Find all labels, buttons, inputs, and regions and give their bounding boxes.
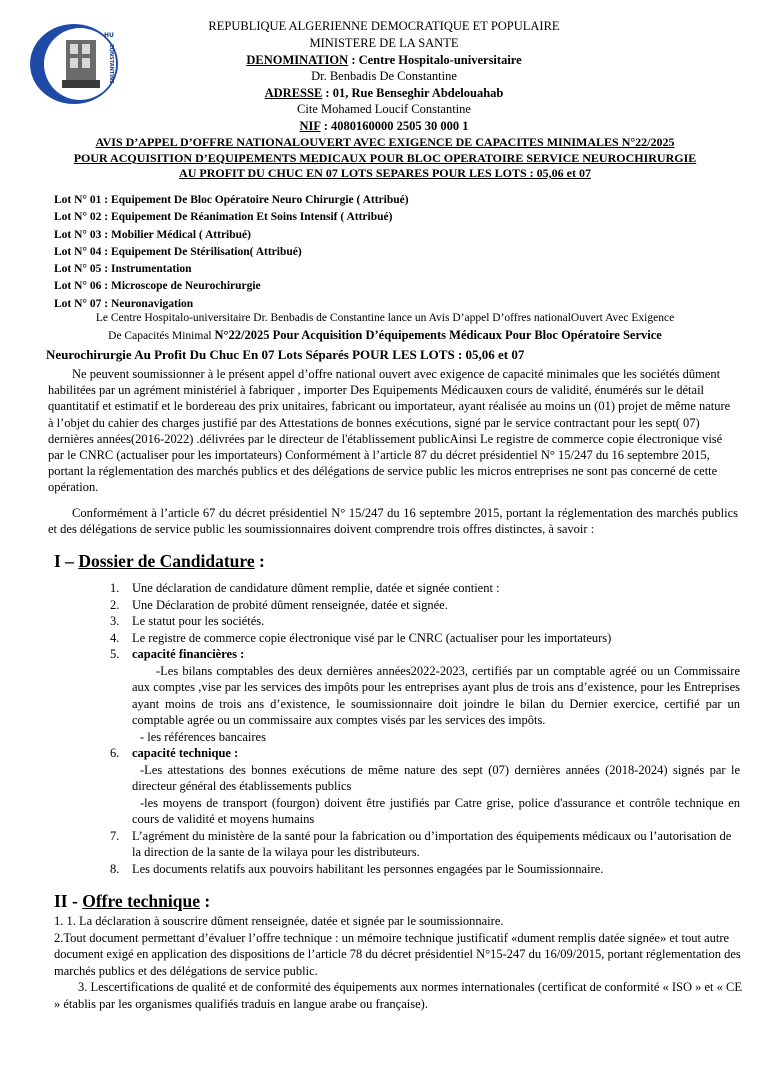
intro-line-1: Le Centre Hospitalo-universitaire Dr. Benbadis de Constantine lance un Avis D’appel D’offres nationalOuvert Avec Exigence <box>95 312 675 324</box>
capacite-technique-title: capacité technique : <box>132 746 239 760</box>
item-number: 8. <box>110 861 120 876</box>
avis-line-3: AU PROFIT DU CHUC EN 07 LOTS SEPARES POUR LES LOTS : 05,06 et 07 <box>179 166 591 180</box>
dossier-item-2 <box>110 597 740 614</box>
lot-item: Lot N° 07 : Neuronavigation <box>54 297 194 310</box>
dossier-item-4 <box>110 630 740 647</box>
item-text: Les documents relatifs aux pouvoirs habilitant les personnes engagées par le Soumissionnaire. <box>132 861 604 876</box>
references-bancaires-text: - les références bancaires <box>140 729 266 744</box>
lot-item: Lot N° 04 : Equipement De Stérilisation( Attribué) <box>54 245 302 258</box>
item-number: 7. <box>110 828 120 843</box>
avis-line-1: AVIS D’APPEL D’OFFRE NATIONALOUVERT AVEC EXIGENCE DE CAPACITES MINIMALES N°22/2025 <box>95 135 675 149</box>
item-number: 2. <box>110 597 120 612</box>
item-number: 4. <box>110 630 120 645</box>
dossier-item-6 <box>110 745 740 828</box>
item-number: 1. <box>110 581 120 595</box>
capacite-financieres-title: capacité financières : <box>132 647 245 661</box>
avis-line-2: POUR ACQUISITION D’EQUIPEMENTS MEDICAUX POUR BLOC OPERATOIRE SERVICE NEUROCHIRURGIE <box>73 150 697 165</box>
header-denomination-line2: Dr. Benbadis De Constantine <box>311 69 457 83</box>
lot-item: Lot N° 02 : Equipement De Réanimation Et Soins Intensif ( Attribué) <box>54 211 393 224</box>
dossier-item-3 <box>110 613 740 630</box>
header-denomination <box>30 53 738 68</box>
intro-line-2 <box>40 327 730 345</box>
intro-line-2-plain: De Capacités Minimal <box>108 330 215 342</box>
intro-text <box>40 310 730 345</box>
section-1-suffix: : <box>254 551 265 571</box>
lot-item: Lot N° 05 : Instrumentation <box>54 263 192 276</box>
lot-item: Lot N° 06 : Microscope de Neurochirurgie <box>54 280 261 293</box>
item-text: Le statut pour les sociétés. <box>132 614 265 628</box>
nif-value: : 4080160000 2505 30 000 1 <box>320 119 469 133</box>
section-dossier-candidature <box>54 551 265 572</box>
dossier-list <box>110 580 740 877</box>
header-ministere: MINISTERE DE LA SANTE <box>309 36 459 50</box>
section-1-prefix: I – <box>54 551 79 571</box>
dossier-item-8 <box>110 861 740 878</box>
lot-item: Lot N° 01 : Equipement De Bloc Opératoire Neuro Chirurgie ( Attribué) <box>54 194 409 206</box>
lots-list <box>54 192 409 313</box>
section-2-suffix: : <box>200 891 211 911</box>
header-adresse <box>30 86 738 101</box>
offre-item-3: 3. Lescertifications de qualité et de conformité des équipements aux normes internationales (certificat de conformité « ISO » et « CE » établis par les organismes qualifiés traduis en langue arabe ou française). <box>54 980 743 1011</box>
dossier-item-1 <box>110 580 740 597</box>
denomination-value: : Centre Hospitalo-universitaire <box>348 53 522 67</box>
dossier-item-5 <box>110 646 740 745</box>
item-text: L’agrément du ministère de la santé pour la fabrication ou d’importation des équipements médicaux ou l’autorisation de la direction de la sante de la wilaya pour les distributeurs. <box>132 828 732 859</box>
dossier-item-7 <box>110 828 740 861</box>
section-2-title: Offre technique <box>82 891 200 911</box>
attestations-text: -Les attestations des bonnes exécutions de même nature des sept (07) dernières années (2018-2024) signés par le directeur général des établissements publics <box>132 762 740 793</box>
offre-list <box>54 913 744 1012</box>
nif-label: NIF <box>299 119 321 133</box>
offre-item-1: 1. 1. La déclaration à souscrire dûment renseignée, datée et signée par le soumissionnaire. <box>54 914 504 928</box>
intro-line-2-bold: N°22/2025 Pour Acquisition D’équipements Médicaux Pour Bloc Opératoire Service <box>214 328 662 342</box>
adresse-label: ADRESSE <box>264 86 323 100</box>
moyens-transport-text: -les moyens de transport (fourgon) doivent être justifiés par Catre grise, police d'assurance et contrôle technique en cours de validité et moyens humains <box>132 795 740 826</box>
item-text: Une déclaration de candidature dûment remplie, datée et signée contient : <box>132 581 500 595</box>
denomination-label: DENOMINATION <box>246 53 349 67</box>
section-1-title: Dossier de Candidature <box>78 551 255 571</box>
avis-title <box>20 135 750 182</box>
offres-paragraph: Conformément à l’article 67 du décret présidentiel N° 15/247 du 16 septembre 2015, portant la réglementation des marchés publics et des délégations de service public les soumissionnaires doivent comprendre trois offres distinctes, à savoir : <box>48 506 738 537</box>
lot-item: Lot N° 03 : Mobilier Médical ( Attribué) <box>54 228 251 241</box>
header-adresse-line2: Cite Mohamed Loucif Constantine <box>297 102 471 116</box>
item-text: Le registre de commerce copie électronique visé par le CNRC (actualiser pour les importateurs) <box>132 630 612 645</box>
section-offre-technique <box>54 891 210 912</box>
bilans-comptables-text: -Les bilans comptables des deux dernières années2022-2023, certifiés par un comptable agréé ou un Commissaire aux comptes ,vise par les services des impôts pour les entreprises ayant plus de trois ans d’existence, pour les Entreprises ayant moins de trois ans d’existence, le soumissionnaire doit joindre le bilan du Dernier exercice, certifié par un comptable agrée ou un commissaire aux comptes visés par les services des impôts. <box>132 663 740 727</box>
item-number: 5. <box>110 647 120 661</box>
item-number: 6. <box>110 746 120 760</box>
header-republique: REPUBLIQUE ALGERIENNE DEMOCRATIQUE ET POPULAIRE <box>208 19 560 33</box>
intro-line-3: Neurochirurgie Au Profit Du Chuc En 07 Lots Séparés POUR LES LOTS : 05,06 et 07 <box>46 347 525 362</box>
eligibility-paragraph: Ne peuvent soumissionner à le présent appel d’offre national ouvert avec exigence de capacité minimales que les sociétés dûment habilitées par un agrément ministériel à fabriquer , importer Des Equipements Médicauxen cours de validité, énumérés sur le détail quantitatif et estimatif et le bordereau des prix unitaires, fabricant ou importateur, ayant réalisée au moins un (01) projet de même nature à l’objet du cahier des charges justifié par des Attestations de bonnes exécutions, signé par le service contractant pour les sept( 07) dernières années(2016-2022) .délivrées par le directeur de l'établissement publicAinsi Le registre de commerce copie électronique visé par le CNRC (actualiser pour les importateurs) Conformément à l’article 87 du décret présidentiel N° 15/247 du 16 septembre 2015, portant la réglementation des marchés publics et des délégations de service public les micros entreprises ne sont pas concerné de cette opération. <box>48 367 731 495</box>
adresse-value: : 01, Rue Benseghir Abdelouahab <box>322 86 504 100</box>
logo-text-hu: HU <box>104 32 114 39</box>
item-text: Une Déclaration de probité dûment renseignée, datée et signée. <box>132 597 448 612</box>
item-number: 3. <box>110 614 120 628</box>
header-nif <box>30 119 738 134</box>
logo-text-constantine: CONSTANTINE <box>108 44 114 84</box>
section-2-prefix: II - <box>54 891 83 911</box>
offre-item-2: 2.Tout document permettant d’évaluer l’offre technique : un mémoire technique justificatif «dument remplis datée signée» et tout autre document exigé en application des dispositions de l’article 78 du décret présidentiel N°15-247 du 16/09/2015, portant réglementation des marchés publics et des délégations de service public. <box>54 930 741 978</box>
